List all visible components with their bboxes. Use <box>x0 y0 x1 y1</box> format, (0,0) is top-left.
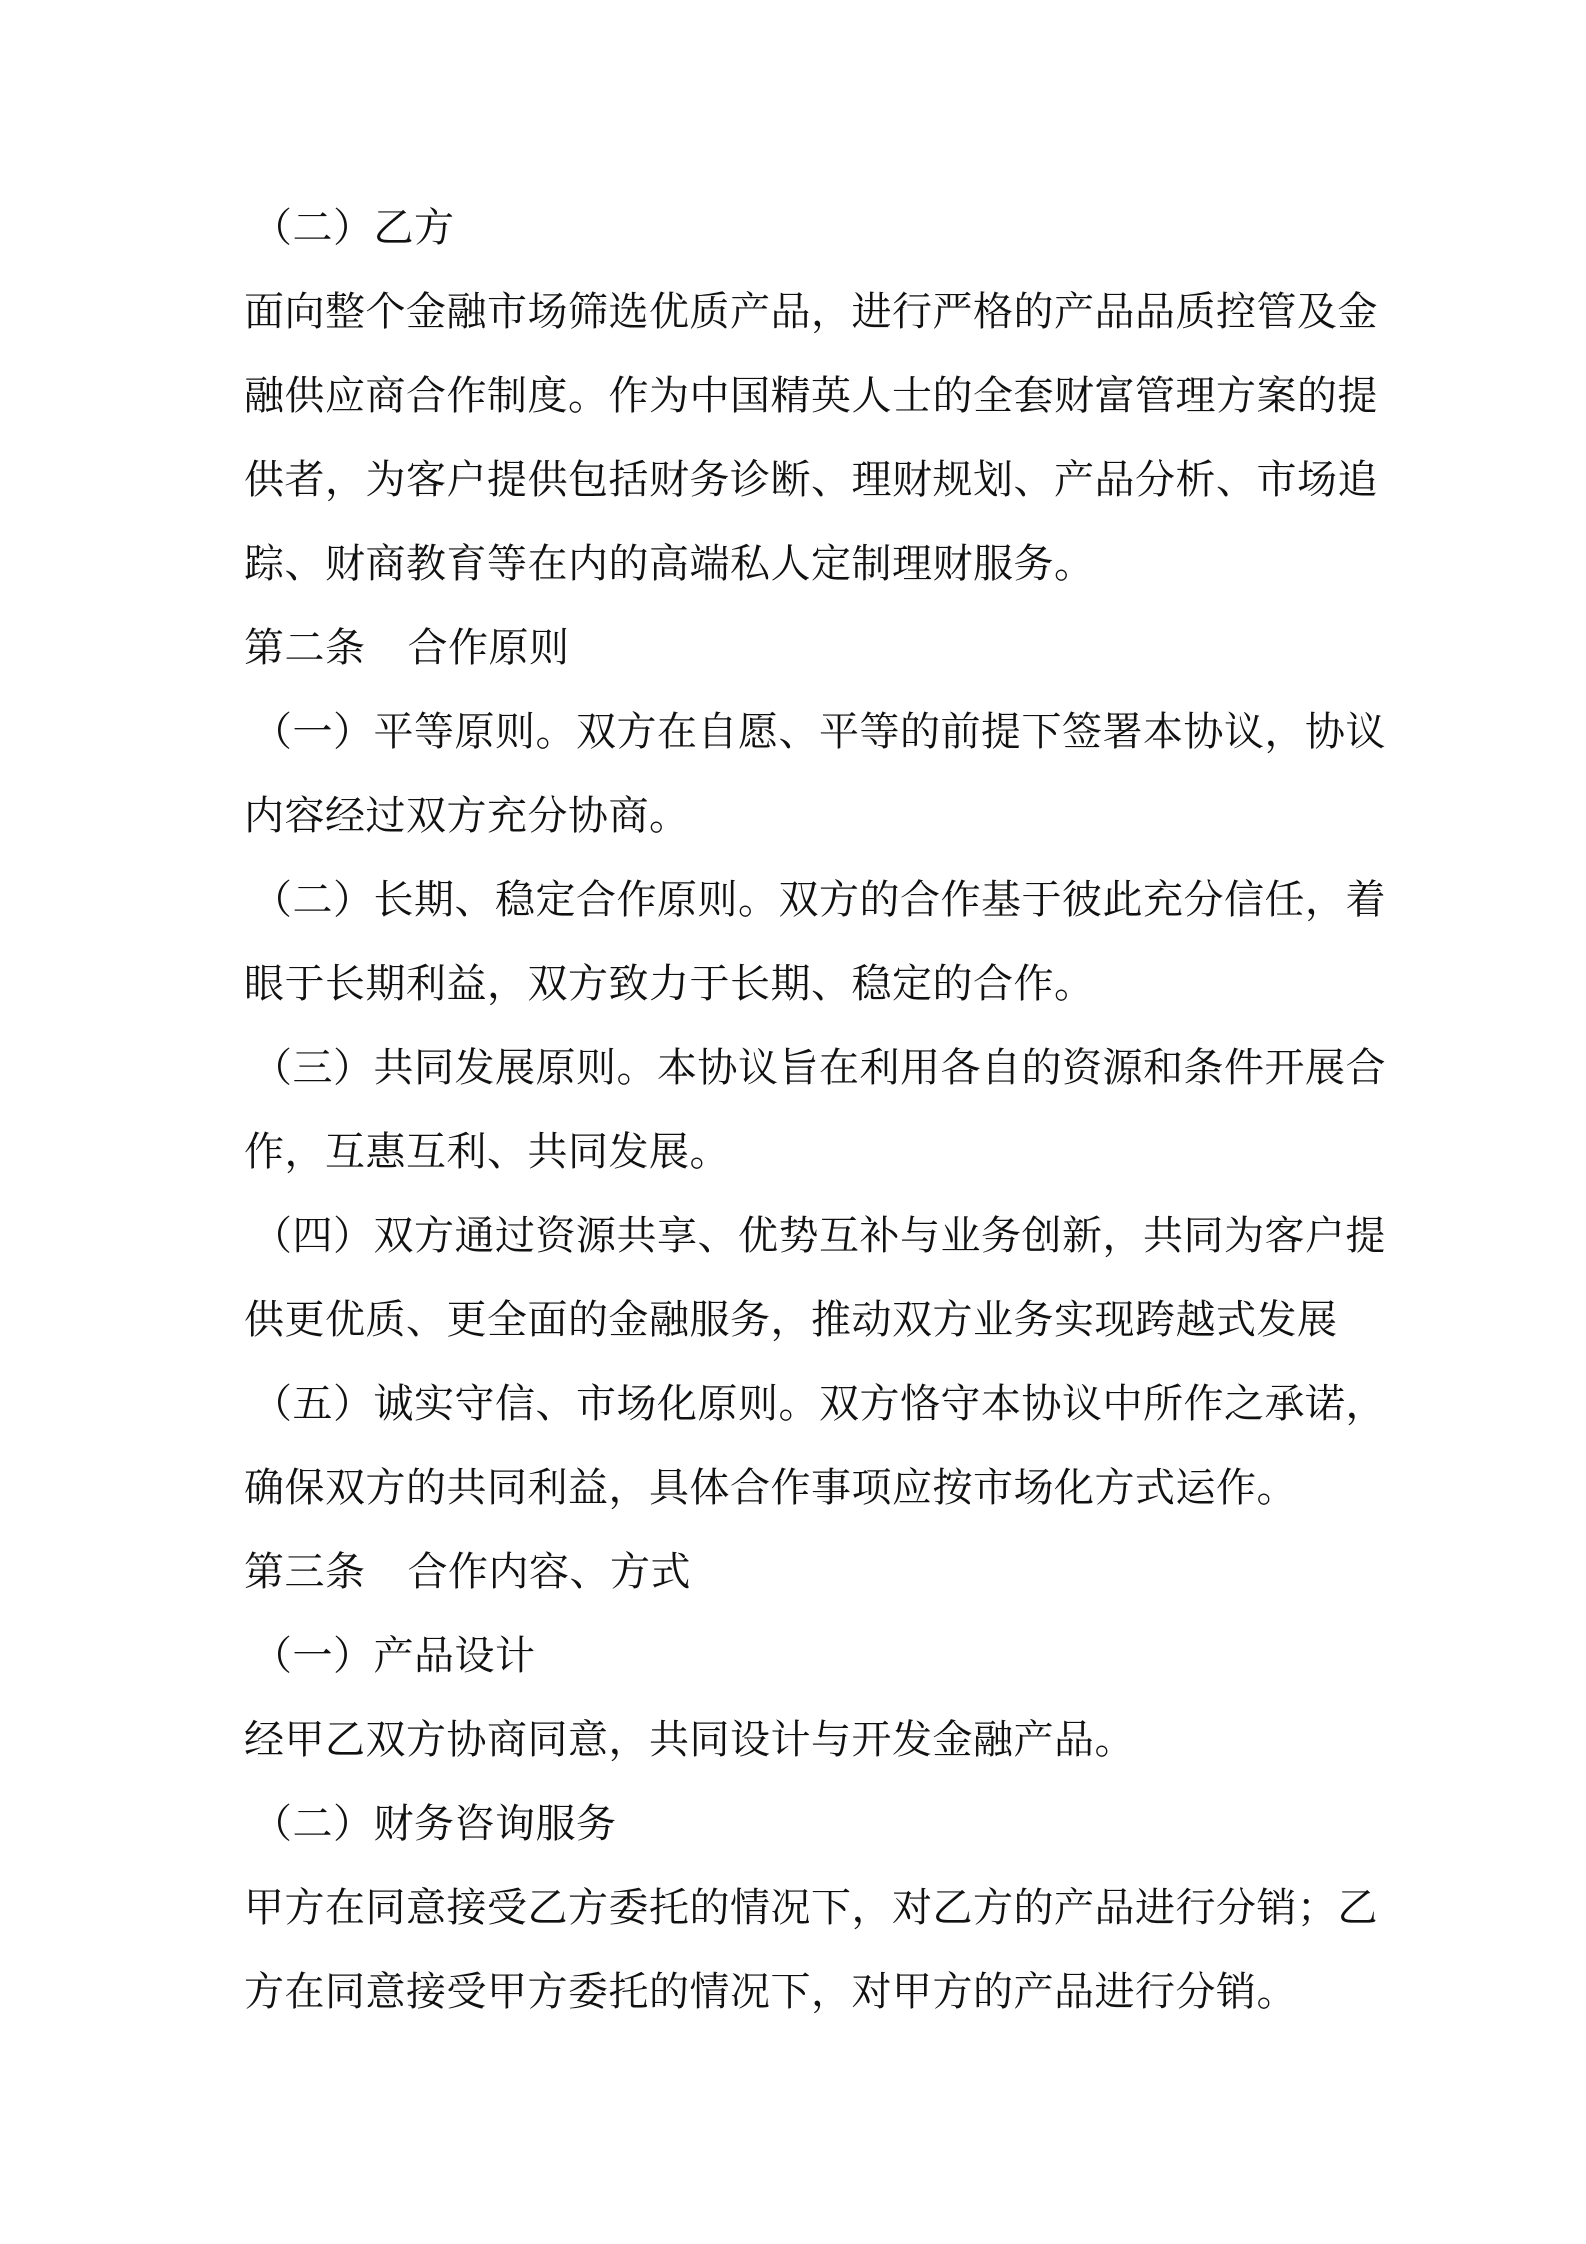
subsection-heading: （二）财务咨询服务 <box>252 1801 617 1847</box>
clause-line: （四）双方通过资源共享、优势互补与业务创新，共同为客户提 <box>252 1213 1386 1259</box>
paragraph-line: 面向整个金融市场筛选优质产品，进行严格的产品品质控管及金 <box>244 289 1378 335</box>
article-heading-3 <box>244 1530 1364 1614</box>
clause-line: 供更优质、更全面的金融服务，推动双方业务实现跨越式发展 <box>244 1297 1338 1343</box>
clause-line: （二）长期、稳定合作原则。双方的合作基于彼此充分信任，着 <box>252 877 1386 923</box>
paragraph-line: 方在同意接受甲方委托的情况下，对甲方的产品进行分销。 <box>244 1969 1297 2015</box>
paragraph-line: 供者，为客户提供包括财务诊断、理财规划、产品分析、市场追 <box>244 457 1378 503</box>
article-title: 合作原则 <box>407 625 570 671</box>
clause-line: 确保双方的共同利益，具体合作事项应按市场化方式运作。 <box>244 1465 1297 1511</box>
clause-line: 眼于长期利益，双方致力于长期、稳定的合作。 <box>244 961 1095 1007</box>
section-heading-party-b: （二）乙方 <box>252 205 455 251</box>
article-number: 第二条 <box>244 625 366 671</box>
paragraph-line: 踪、财商教育等在内的高端私人定制理财服务。 <box>244 541 1095 587</box>
paragraph-line: 甲方在同意接受乙方委托的情况下，对乙方的产品进行分销；乙 <box>244 1885 1378 1931</box>
clause-line: 内容经过双方充分协商。 <box>244 793 690 839</box>
subsection-heading: （一）产品设计 <box>252 1633 536 1679</box>
clause-line: （一）平等原则。双方在自愿、平等的前提下签署本协议，协议 <box>252 709 1386 755</box>
clause-line: 作，互惠互利、共同发展。 <box>244 1129 730 1175</box>
article-number: 第三条 <box>244 1549 366 1595</box>
clause-line: （五）诚实守信、市场化原则。双方恪守本协议中所作之承诺， <box>252 1381 1386 1427</box>
article-title: 合作内容、方式 <box>407 1549 691 1595</box>
article-heading-2 <box>244 606 1364 690</box>
paragraph-line: 经甲乙双方协商同意，共同设计与开发金融产品。 <box>244 1717 1135 1763</box>
paragraph-line: 融供应商合作制度。作为中国精英人士的全套财富管理方案的提 <box>244 373 1378 419</box>
clause-line: （三）共同发展原则。本协议旨在利用各自的资源和条件开展合 <box>252 1045 1386 1091</box>
